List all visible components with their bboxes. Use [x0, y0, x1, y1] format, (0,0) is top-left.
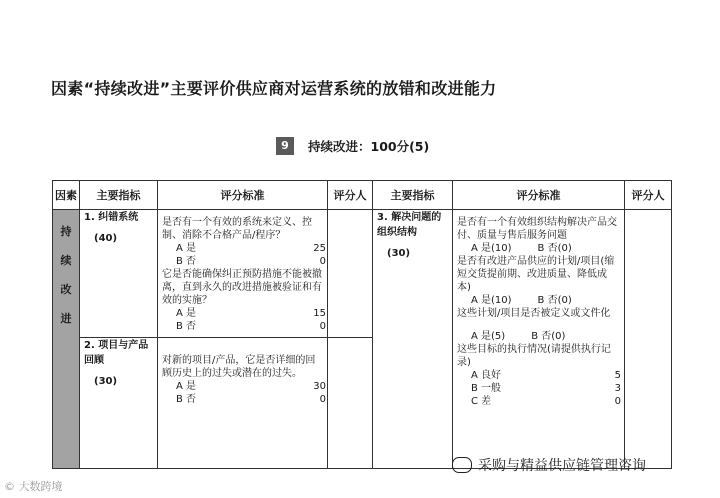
indicator-name: 3. 解决问题的组织结构 — [377, 212, 442, 238]
factor-char: 持 — [60, 225, 72, 238]
watermark-left: © 大数跨境 — [4, 480, 63, 493]
option-row: A 是 25 — [176, 243, 326, 254]
indicator-score: (30) — [387, 248, 411, 259]
rater-cell — [328, 210, 373, 338]
section-number-badge: 9 — [276, 137, 294, 155]
rater-cell — [328, 338, 373, 469]
criteria-text: 是否有一个有效组织结构解决产品交付、质量与售后服务问题 — [457, 217, 617, 241]
header-factor: 因素 — [53, 181, 80, 210]
header-rater: 评分人 — [328, 181, 373, 210]
indicator-name: 1. 纠错系统 — [84, 212, 139, 223]
header-criteria-2: 评分标准 — [453, 181, 625, 210]
watermark-right-text: 采购与精益供应链管理咨询 — [478, 458, 646, 474]
criteria-cell — [158, 338, 328, 469]
watermark-right — [452, 455, 646, 475]
factor-char: 进 — [60, 312, 72, 325]
wechat-icon — [452, 457, 472, 473]
header-criteria: 评分标准 — [158, 181, 328, 210]
option-row: A 是 30 — [176, 381, 326, 392]
option-row: A 是(10) B 否(0) — [471, 295, 572, 306]
criteria-text: 是否有一个有效的系统来定义、控制、消除不合格产品/程序？ — [162, 217, 312, 241]
indicator-cell — [80, 210, 158, 338]
option-row: B 否 0 — [176, 321, 326, 332]
table-header-row — [53, 181, 672, 210]
header-rater-2: 评分人 — [625, 181, 672, 210]
criteria-text: 对新的项目/产品，它是否详细的回顾历史上的过失或潜在的过失。 — [162, 355, 316, 379]
criteria-text: 这些计划/项目是否被定义或文件化 — [457, 308, 611, 319]
criteria-text: 是否有改进产品供应的计划/项目(缩短交货提前期、改进质量、降低成本) — [457, 256, 615, 293]
option-row: A 是(5) B 否(0) — [471, 331, 566, 342]
header-indicator-2: 主要指标 — [373, 181, 453, 210]
option-row: A 良好 5 — [471, 370, 621, 381]
factor-cell — [53, 210, 80, 469]
table-row — [53, 210, 672, 338]
indicator-cell — [80, 338, 158, 469]
section-heading — [276, 137, 429, 155]
option-row: B 否 0 — [176, 394, 326, 405]
indicator-score: (40) — [94, 233, 118, 244]
factor-char: 改 — [60, 283, 72, 296]
criteria-text: 它是否能确保纠正预防措施不能被撤离，直到永久的改进措施被验证和有效的实施？ — [162, 269, 322, 306]
criteria-cell — [453, 210, 625, 469]
section-label: 持续改进：100分(5) — [308, 139, 430, 154]
evaluation-table — [52, 180, 672, 469]
criteria-text: 这些目标的执行情况(请提供执行记录) — [457, 344, 611, 368]
option-row: A 是(10) B 否(0) — [471, 243, 572, 254]
option-row: C 差 0 — [471, 396, 621, 407]
indicator-name: 2. 项目与产品回顾 — [84, 340, 149, 366]
rater-cell — [625, 210, 672, 469]
page-title: 因素“持续改进”主要评价供应商对运营系统的放错和改进能力 — [51, 79, 497, 98]
factor-char: 续 — [60, 254, 72, 267]
criteria-cell — [158, 210, 328, 338]
option-row: B 否 0 — [176, 256, 326, 267]
indicator-cell — [373, 210, 453, 469]
indicator-score: (30) — [94, 376, 118, 387]
header-indicator: 主要指标 — [80, 181, 158, 210]
option-row: A 是 15 — [176, 308, 326, 319]
option-row: B 一般 3 — [471, 383, 621, 394]
